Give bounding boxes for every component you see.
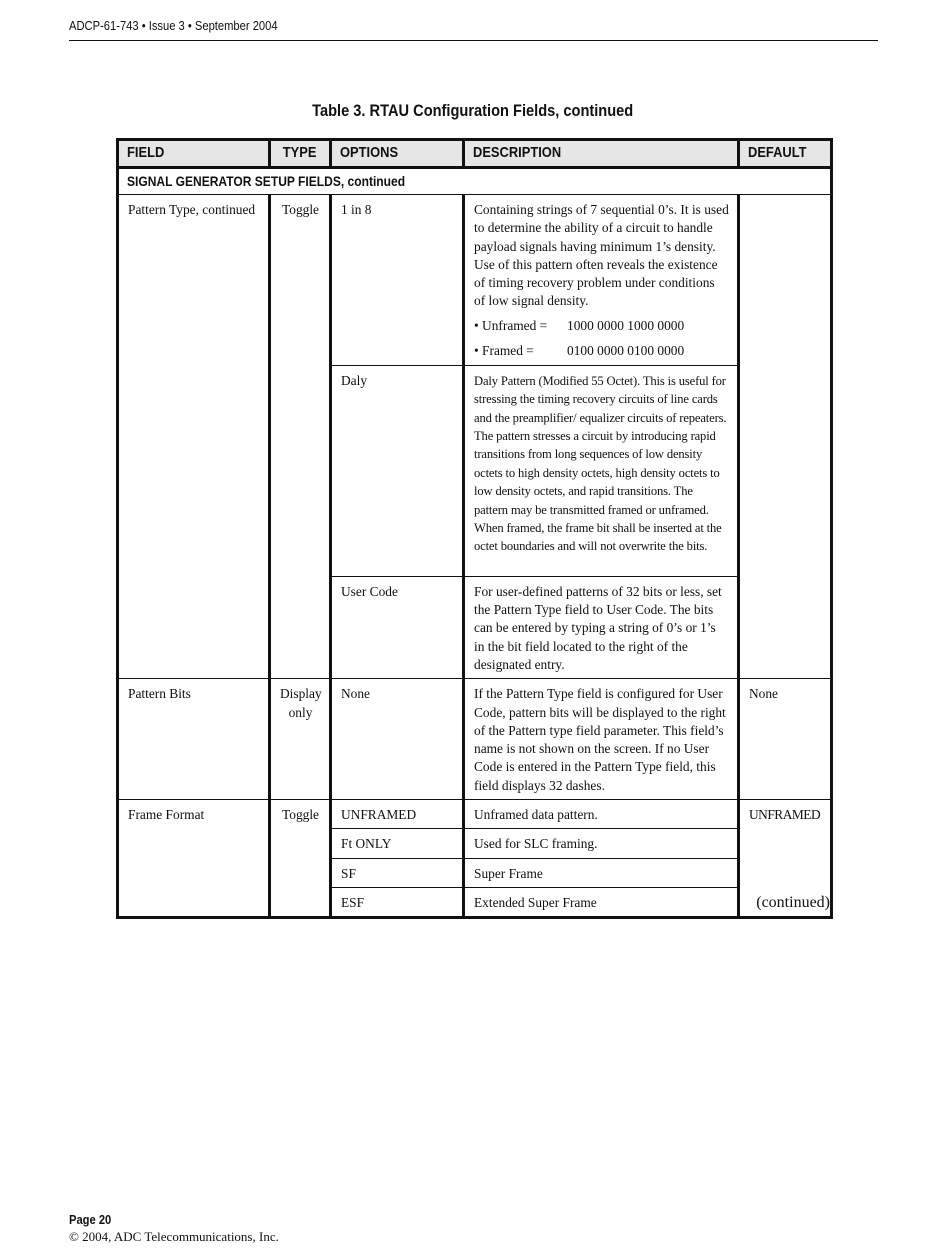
description-cell: Used for SLC framing. xyxy=(464,829,739,858)
column-header-type: TYPE xyxy=(270,140,331,168)
description-cell: Daly Pattern (Modified 55 Octet). This is useful for stressing the timing recovery circuits of line cards and the preamplifier/ equalizer circuits of repeaters. The pattern stresses a circuit by introducing rapid transitions from long sequences of low density octets to high density octets, high density octets to low density octets, and rapid transitions. The pattern may be transmitted framed or unframed. When framed, the frame bit shall be inserted at the octet boundaries and will not overwrite the bits. xyxy=(464,365,739,576)
configuration-table xyxy=(116,138,833,919)
column-header-default: DEFAULT xyxy=(739,140,832,168)
continued-note: (continued) xyxy=(756,894,830,911)
default-cell: UNFRAMED xyxy=(739,800,832,918)
option-cell: None xyxy=(331,679,464,800)
description-cell xyxy=(464,195,739,366)
type-cell: Toggle xyxy=(270,800,331,918)
table-header-row xyxy=(118,140,832,168)
section-title: SIGNAL GENERATOR SETUP FIELDS, continued xyxy=(118,168,832,195)
field-cell: Pattern Type, continued xyxy=(118,195,270,679)
option-cell: Ft ONLY xyxy=(331,829,464,858)
page-number: Page 20 xyxy=(69,1212,112,1227)
option-cell: SF xyxy=(331,858,464,887)
field-cell: Pattern Bits xyxy=(118,679,270,800)
field-cell: Frame Format xyxy=(118,800,270,918)
column-header-options: OPTIONS xyxy=(331,140,464,168)
page-header xyxy=(69,18,878,41)
option-cell: UNFRAMED xyxy=(331,800,464,829)
header-text: ADCP-61-743 • Issue 3 • September 2004 xyxy=(69,18,278,33)
description-cell: For user-defined patterns of 32 bits or less, set the Pattern Type field to User Code. The bits can be entered by typing a string of 0’s or 1’s in the bit field located to the right of the designated entry. xyxy=(464,576,739,678)
description-text: Containing strings of 7 sequential 0’s. It is used to determine the ability of a circuit to handle payload signals having minimum 1’s density. Use of this pattern often reveals the existence of timing recovery problem under conditions of low signal density. xyxy=(474,202,729,309)
option-cell: 1 in 8 xyxy=(331,195,464,366)
option-cell: ESF xyxy=(331,887,464,917)
description-cell: Extended Super Frame xyxy=(464,887,739,917)
description-cell: Super Frame xyxy=(464,858,739,887)
default-cell xyxy=(739,195,832,679)
column-header-description: DESCRIPTION xyxy=(464,140,739,168)
list-item: • Unframed = 1000 0000 1000 0000 xyxy=(474,317,685,333)
description-cell: Unframed data pattern. xyxy=(464,800,739,829)
type-cell: Display only xyxy=(270,679,331,800)
option-cell: User Code xyxy=(331,576,464,678)
section-row xyxy=(118,168,832,195)
table-title: Table 3. RTAU Configuration Fields, continued xyxy=(312,101,634,120)
description-cell: If the Pattern Type field is configured for User Code, pattern bits will be displayed to the right of the Pattern type field parameter. This field’s name is not shown on the screen. If no User Code is entered in the Pattern Type field, this field displays 32 dashes. xyxy=(464,679,739,800)
option-cell: Daly xyxy=(331,365,464,576)
column-header-field: FIELD xyxy=(118,140,270,168)
list-item: • Framed = 0100 0000 0100 0000 xyxy=(474,342,685,358)
table-row xyxy=(118,679,832,800)
copyright-notice: © 2004, ADC Telecommunications, Inc. xyxy=(69,1229,279,1244)
type-cell: Toggle xyxy=(270,195,331,679)
default-cell: None xyxy=(739,679,832,800)
table-row xyxy=(118,195,832,366)
table-row xyxy=(118,800,832,829)
